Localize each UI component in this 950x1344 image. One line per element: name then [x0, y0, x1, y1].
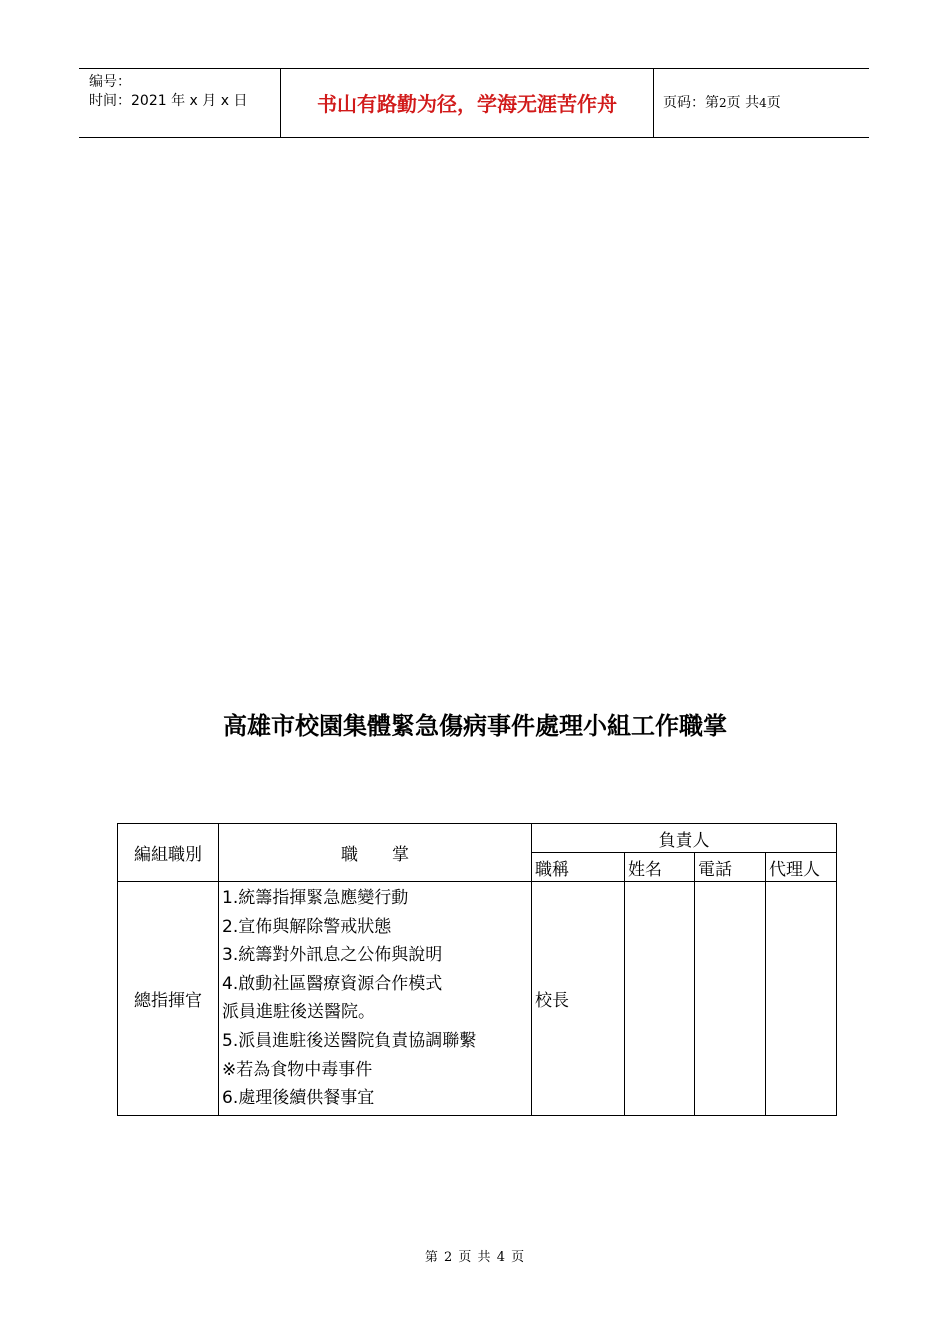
- row-phone: [695, 882, 766, 1116]
- header-motto: 书山有路勤为径，学海无涯苦作舟: [317, 92, 617, 116]
- duty-line: 2.宣佈與解除警戒狀態: [222, 916, 392, 937]
- document-date: 时间：2021 年 x 月 x 日: [89, 93, 248, 109]
- header-duty: 職 掌: [219, 824, 532, 882]
- row-duties: [219, 882, 532, 1116]
- duty-line: ※若為食物中毒事件: [222, 1059, 373, 1080]
- header-responsible: 負責人: [532, 824, 837, 853]
- header-phone: 電話: [695, 853, 766, 882]
- table-header-row: [118, 824, 837, 853]
- page-prefix: 页码：第: [663, 95, 719, 111]
- row-job-title: 校長: [532, 882, 625, 1116]
- row-deputy: [766, 882, 837, 1116]
- document-number-label: 编号：: [89, 74, 131, 90]
- page-suffix: 页: [766, 95, 781, 111]
- page-mid: 页 共: [726, 95, 760, 111]
- duty-table: [117, 823, 837, 1116]
- duty-line: 6.處理後續供餐事宜: [222, 1088, 375, 1109]
- duty-line: 5.派員進駐後送醫院負責協調聯繫: [222, 1030, 477, 1051]
- page-header: [79, 68, 869, 138]
- table-row: [118, 882, 837, 1116]
- page-total: 4: [759, 96, 767, 110]
- header-divider: [653, 69, 654, 137]
- duty-line: 1.統籌指揮緊急應變行動: [222, 888, 409, 908]
- header-page-number: [663, 93, 781, 113]
- header-group: 編組職別: [118, 824, 219, 882]
- header-deputy: 代理人: [766, 853, 837, 882]
- header-job-title: 職稱: [532, 853, 625, 882]
- document-title: 高雄市校園集體緊急傷病事件處理小組工作職掌: [223, 711, 727, 740]
- row-group: 總指揮官: [118, 882, 219, 1116]
- duty-line: 4.啟動社區醫療資源合作模式: [222, 973, 443, 994]
- duty-line: 3.統籌對外訊息之公佈與說明: [222, 945, 443, 966]
- header-name: 姓名: [625, 853, 695, 882]
- row-name: [625, 882, 695, 1116]
- page-footer: 第 2 页 共 4 页: [424, 1250, 526, 1265]
- duty-line: 派員進駐後送醫院。: [222, 1002, 375, 1023]
- header-meta: [89, 73, 247, 111]
- page-current: 2: [719, 96, 727, 110]
